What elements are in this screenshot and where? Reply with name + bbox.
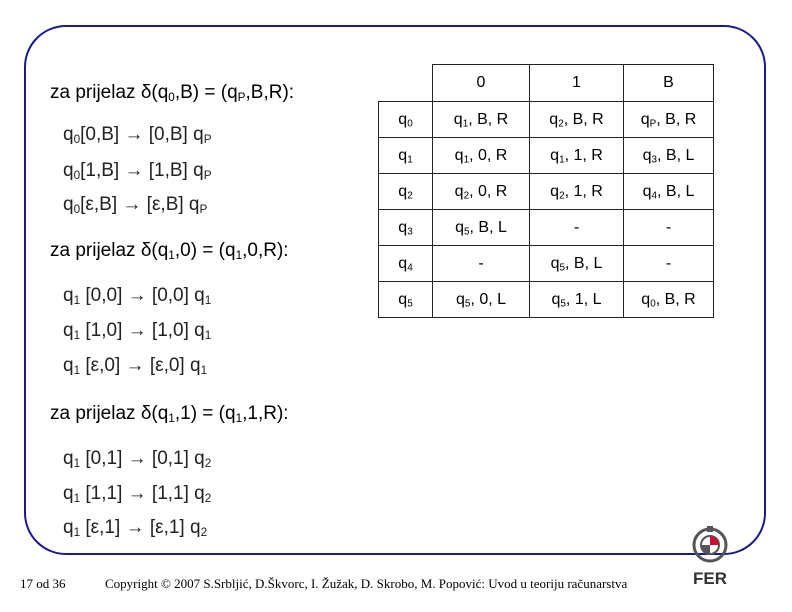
table-cell: $q_1$, 1, R bbox=[530, 138, 624, 174]
table-cell: - bbox=[624, 210, 714, 246]
rule-line-3-3: $q_1$ [ε,1] → [ε,1] $q_2$ bbox=[63, 517, 208, 539]
state-cell: $q_2$ bbox=[379, 174, 433, 210]
rule-line-2-3: $q_1$ [ε,0] → [ε,0] $q_1$ bbox=[63, 355, 208, 377]
table-row bbox=[379, 282, 714, 318]
transition-header-3: za prijelaz $\delta(q_1,1) = (q_1,1,R)$: bbox=[50, 403, 289, 425]
table-row bbox=[379, 246, 714, 282]
table-cell: $q_5$, 0, L bbox=[433, 282, 530, 318]
table-row bbox=[379, 174, 714, 210]
table-cell: $q_5$, 1, L bbox=[530, 282, 624, 318]
table-cell: $q_3$, B, L bbox=[624, 138, 714, 174]
transition-header-2: za prijelaz $\delta(q_1,0) = (q_1,0,R)$: bbox=[50, 240, 289, 262]
table-cell: $q_2$, 1, R bbox=[530, 174, 624, 210]
state-cell: $q_4$ bbox=[379, 246, 433, 282]
table-cell: $q_1$, 0, R bbox=[433, 138, 530, 174]
rule-line-1-2: $q_0[1,B] \to [1,B]$ $q_P$ bbox=[63, 160, 212, 182]
table-row bbox=[379, 210, 714, 246]
column-header: B bbox=[624, 65, 714, 102]
table-cell: $q_0$, B, R bbox=[624, 282, 714, 318]
table-row bbox=[379, 138, 714, 174]
column-header: 0 bbox=[433, 65, 530, 102]
table-cell: $q_2$, 0, R bbox=[433, 174, 530, 210]
state-cell: $q_3$ bbox=[379, 210, 433, 246]
transition-table bbox=[378, 64, 714, 318]
table-cell: $q_4$, B, L bbox=[624, 174, 714, 210]
table-cell: - bbox=[624, 246, 714, 282]
column-header: 1 bbox=[530, 65, 624, 102]
page-number: 17 od 36 bbox=[20, 576, 66, 591]
state-cell: $q_0$ bbox=[379, 102, 433, 138]
table-cell: $q_P$, B, R bbox=[624, 102, 714, 138]
table-corner bbox=[379, 65, 433, 102]
copyright-text: Copyright © 2007 S.Srbljić, D.Škvorc, I. Žužak, D. Skrobo, M. Popović: Uvod u teoriju računarstva bbox=[105, 576, 628, 591]
table-cell: $q_2$, B, R bbox=[530, 102, 624, 138]
rule-line-3-2: $q_1$ [1,1] → [1,1] $q_2$ bbox=[63, 483, 212, 505]
rule-line-2-2: $q_1$ [1,0] → [1,0] $q_1$ bbox=[63, 320, 212, 342]
table-header-row bbox=[379, 65, 714, 102]
table-cell: $q_5$, B, L bbox=[530, 246, 624, 282]
state-cell: $q_1$ bbox=[379, 138, 433, 174]
table-cell: $q_5$, B, L bbox=[433, 210, 530, 246]
logo-text: FER bbox=[693, 569, 727, 588]
rule-line-3-1: $q_1$ [0,1] → [0,1] $q_2$ bbox=[63, 448, 212, 470]
table-cell: - bbox=[433, 246, 530, 282]
rule-line-1-3: $q_0[\varepsilon,B] \to [\varepsilon,B]$ $q_P$ bbox=[63, 194, 208, 216]
table-cell: $q_1$, B, R bbox=[433, 102, 530, 138]
rule-line-1-1: $q_0[0,B] \to [0,B]$ $q_P$ bbox=[63, 124, 212, 146]
rule-line-2-1: $q_1$ [0,0] → [0,0] $q_1$ bbox=[63, 285, 212, 307]
table-row bbox=[379, 102, 714, 138]
table-cell: - bbox=[530, 210, 624, 246]
state-cell: $q_5$ bbox=[379, 282, 433, 318]
fer-logo-icon bbox=[690, 526, 730, 592]
transition-header-1: za prijelaz $\delta(q_0,B) = (q_P,B,R)$: bbox=[50, 82, 295, 104]
